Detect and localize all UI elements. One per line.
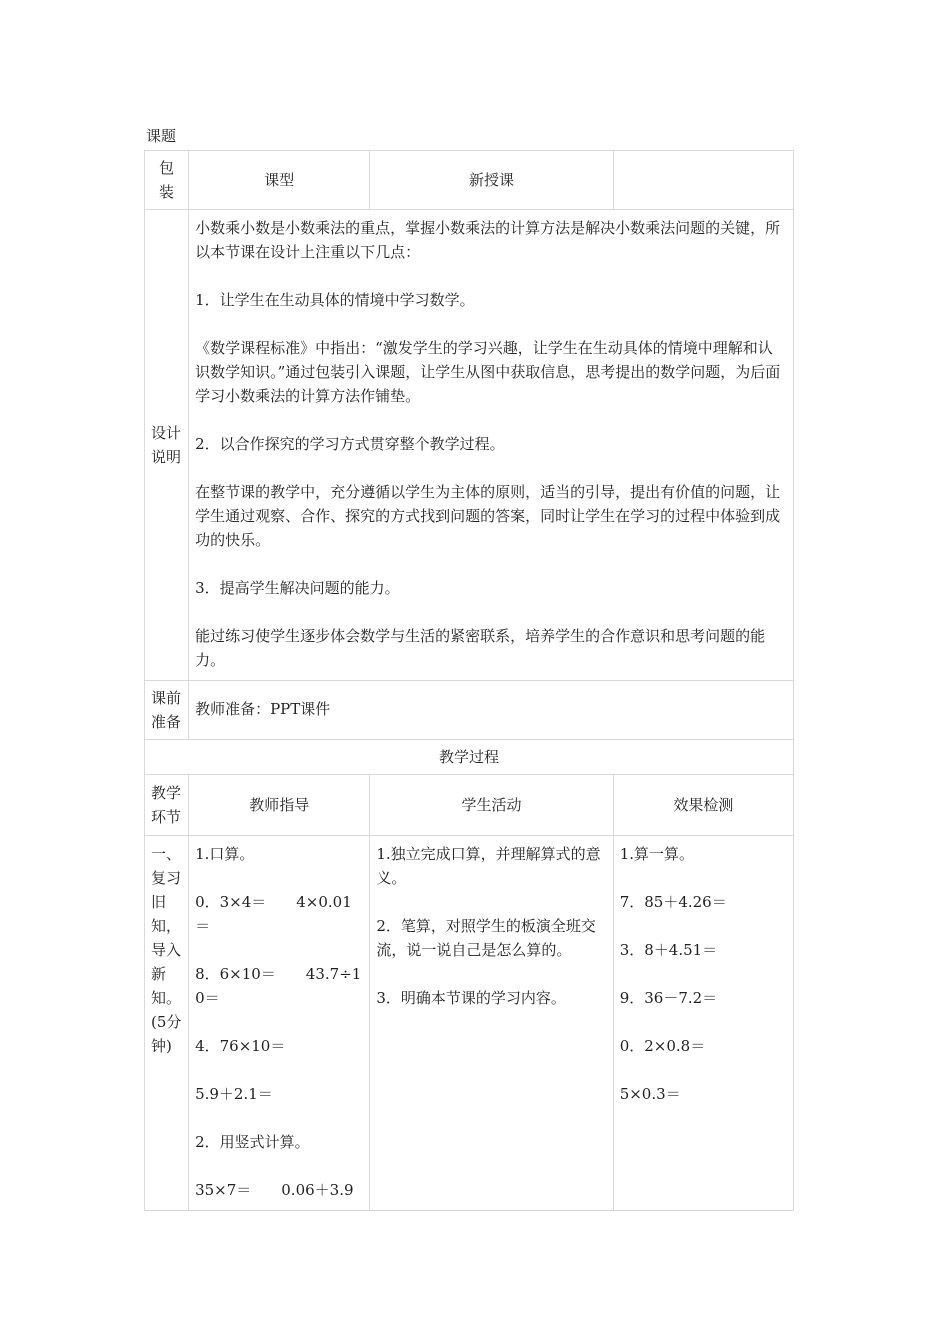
check-line-4: 9．36－7.2＝ xyxy=(619,989,718,1007)
check-line-1: 1.算一算。 xyxy=(619,845,694,863)
topic-label: 包装 xyxy=(159,159,175,201)
design-paragraph-5: 在整节课的教学中，充分遵循以学生为主体的原则，适当的引导，提出有价值的问题，让学生通过观察、合作、探究的方式找到问题的答案，同时让学生在学习的过程中体验到成功的快乐。 xyxy=(195,483,781,549)
teacher-line-1: 1.口算。 xyxy=(195,845,255,863)
prep-row xyxy=(145,681,794,740)
design-label: 设计说明 xyxy=(145,210,189,681)
design-paragraph-3: 《数学课程标准》中指出：“激发学生的学习兴趣，让学生在生动具体的情境中理解和认识数学知识。”通过包装引入课题，让学生从图中获取信息，思考提出的数学问题，为后面学习小数乘法的计算方法作铺垫。 xyxy=(195,339,781,405)
stage1-row xyxy=(145,836,794,1211)
stage1-label: 一、复习旧知，导入新知。(5分钟) xyxy=(151,845,182,1055)
design-paragraph-6: 3．提高学生解决问题的能力。 xyxy=(195,579,400,597)
stage1-label-cell xyxy=(145,836,189,1211)
teacher-line-4: 4．76×10＝ xyxy=(195,1037,286,1055)
design-paragraph-2: 1．让学生在生动具体的情境中学习数学。 xyxy=(195,291,475,309)
process-title-row xyxy=(145,740,794,775)
stage1-teacher xyxy=(189,836,370,1211)
lesson-type-value: 新授课 xyxy=(370,151,613,210)
check-line-5: 0．2×0.8＝ xyxy=(619,1037,706,1055)
design-content xyxy=(189,210,794,681)
process-header-row xyxy=(145,775,794,836)
check-line-3: 3．8＋4.51＝ xyxy=(619,941,718,959)
page-title-label: 课题 xyxy=(146,127,177,145)
lesson-plan-table xyxy=(144,150,794,1211)
header-stage: 教学环节 xyxy=(145,775,189,836)
lesson-type-row xyxy=(145,151,794,210)
teacher-line-3: 8．6×10＝ 43.7÷10＝ xyxy=(195,965,362,1007)
prep-content: 教师准备：PPT课件 xyxy=(189,681,794,740)
teacher-line-5: 5.9＋2.1＝ xyxy=(195,1085,273,1103)
prep-label: 课前准备 xyxy=(145,681,189,740)
design-paragraph-1: 小数乘小数是小数乘法的重点，掌握小数乘法的计算方法是解决小数乘法问题的关键，所以本节课在设计上注重以下几点： xyxy=(195,219,781,261)
empty-cell xyxy=(613,151,793,210)
process-title: 教学过程 xyxy=(145,740,794,775)
student-line-1: 1.独立完成口算，并理解算式的意义。 xyxy=(376,845,601,887)
check-line-2: 7．85＋4.26＝ xyxy=(619,893,727,911)
student-line-2: 2．笔算，对照学生的板演全班交流，说一说自己是怎么算的。 xyxy=(376,917,596,959)
design-paragraph-4: 2．以合作探究的学习方式贯穿整个教学过程。 xyxy=(195,435,505,453)
teacher-line-7: 35×7＝ 0.06＋3.9 xyxy=(195,1181,354,1199)
design-paragraph-7: 能过练习使学生逐步体会数学与生活的紧密联系，培养学生的合作意识和思考问题的能力。 xyxy=(195,627,766,669)
header-student: 学生活动 xyxy=(370,775,613,836)
topic-cell xyxy=(145,151,189,210)
student-line-3: 3．明确本节课的学习内容。 xyxy=(376,989,566,1007)
teacher-line-2: 0．3×4＝ 4×0.01＝ xyxy=(195,893,352,935)
stage1-student xyxy=(370,836,613,1211)
design-row xyxy=(145,210,794,681)
header-teacher: 教师指导 xyxy=(189,775,370,836)
teacher-line-6: 2．用竖式计算。 xyxy=(195,1133,310,1151)
check-line-6: 5×0.3＝ xyxy=(619,1085,681,1103)
header-check: 效果检测 xyxy=(613,775,793,836)
stage1-check xyxy=(613,836,793,1211)
lesson-type-label: 课型 xyxy=(189,151,370,210)
